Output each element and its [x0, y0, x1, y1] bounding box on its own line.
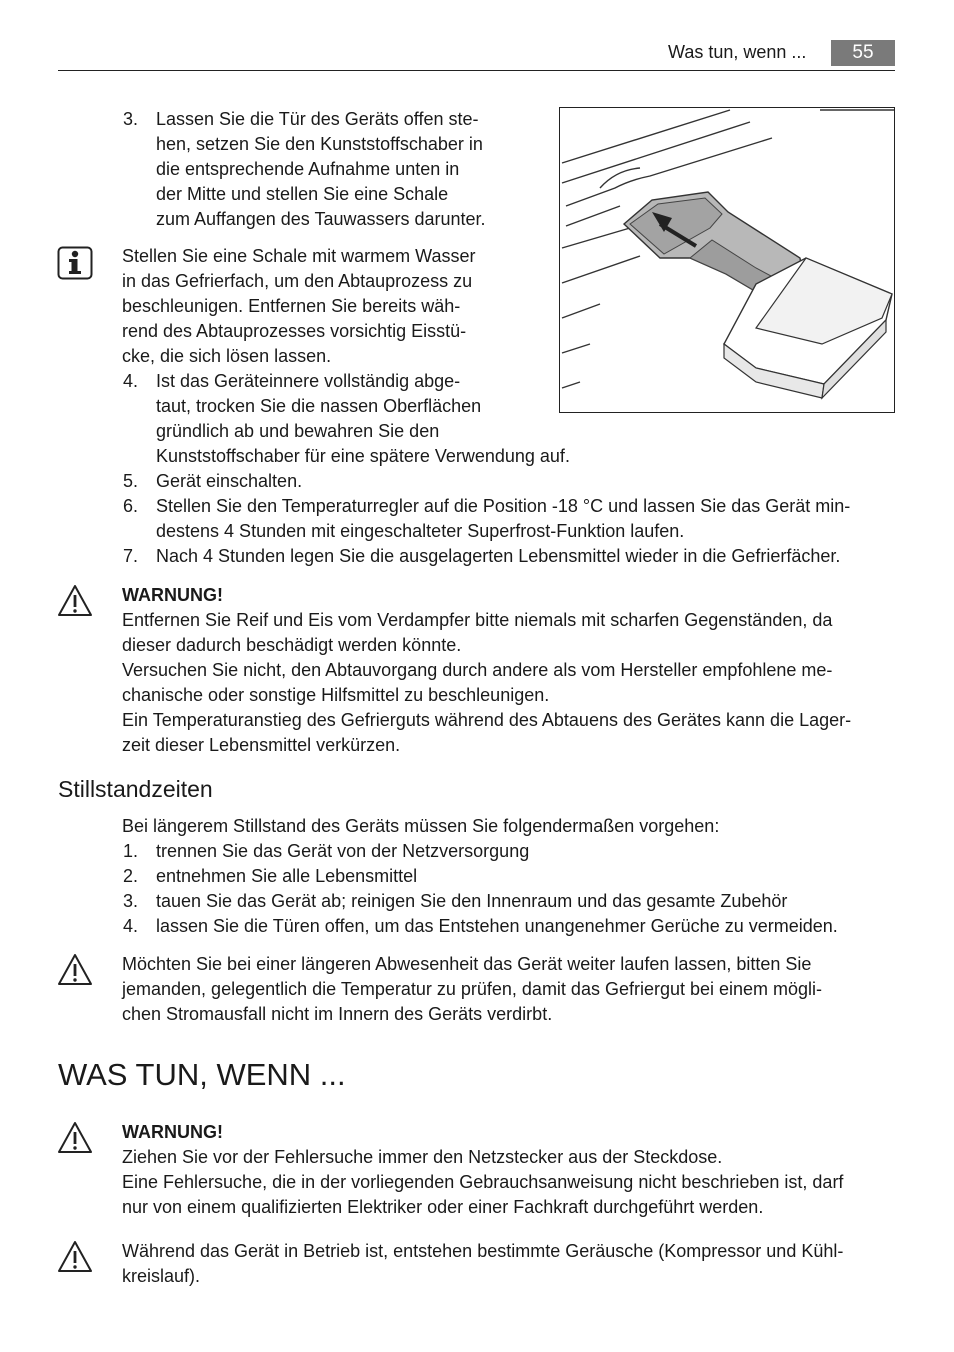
step-text: trennen Sie das Gerät von der Netzversorgung	[156, 841, 530, 861]
warning-block	[122, 1120, 843, 1220]
step-number: 7.	[123, 546, 139, 566]
text-line: nur von einem qualifizierten Elektriker oder einer Fachkraft durchgeführt werden.	[122, 1197, 764, 1217]
text-line: Eine Fehlersuche, die in der vorliegenden Gebrauchsanweisung nicht beschrieben ist, darf	[122, 1172, 844, 1192]
step-text	[156, 107, 486, 232]
step-text	[156, 369, 570, 469]
step-text: entnehmen Sie alle Lebensmittel	[156, 866, 418, 886]
step-number: 1.	[123, 841, 139, 861]
header-rule	[58, 70, 895, 71]
text-line: Gerät einschalten.	[156, 471, 303, 491]
step-number: 3.	[123, 891, 139, 911]
section-heading: Stillstandzeiten	[58, 776, 213, 802]
warning-triangle-icon	[57, 584, 93, 618]
page-section-title: WAS TUN, WENN ...	[58, 1057, 346, 1092]
text-line: Während das Gerät in Betrieb ist, entstehen bestimmte Geräusche (Kompressor und Kühl-	[122, 1241, 844, 1261]
text-line: in das Gefrierfach, um den Abtauprozess zu	[122, 271, 473, 291]
text-line: zum Auffangen des Tauwassers darunter.	[156, 209, 486, 229]
page-number: 55	[831, 40, 895, 66]
scraper-drawing	[560, 108, 894, 412]
text-line: destens 4 Stunden mit eingeschalteter Superfrost-Funktion laufen.	[156, 521, 685, 541]
warning-triangle-icon	[57, 1121, 93, 1155]
step-text	[156, 544, 840, 569]
step-number: 2.	[123, 866, 139, 886]
info-icon	[57, 246, 93, 280]
warning-triangle-icon	[57, 953, 93, 987]
step-number: 5.	[123, 471, 139, 491]
text-line: Lassen Sie die Tür des Geräts offen ste-	[156, 109, 479, 129]
text-line: Stellen Sie eine Schale mit warmem Wasser	[122, 246, 476, 266]
text-line: zeit dieser Lebensmittel verkürzen.	[122, 735, 401, 755]
text-line: der Mitte und stellen Sie eine Schale	[156, 184, 449, 204]
running-header: Was tun, wenn ...	[668, 42, 807, 62]
text-line: beschleunigen. Entfernen Sie bereits wäh-	[122, 296, 461, 316]
step-number: 3.	[123, 109, 139, 129]
text-line: Ziehen Sie vor der Fehlersuche immer den Netzstecker aus der Steckdose.	[122, 1147, 723, 1167]
text-line: Nach 4 Stunden legen Sie die ausgelagerten Lebensmittel wieder in die Gefrierfächer.	[156, 546, 841, 566]
text-line: taut, trocken Sie die nassen Oberflächen	[156, 396, 482, 416]
step-text: tauen Sie das Gerät ab; reinigen Sie den Innenraum und das gesamte Zubehör	[156, 891, 788, 911]
text-line: Kunststoffschaber für eine spätere Verwendung auf.	[156, 446, 570, 466]
warning-block	[122, 583, 851, 758]
step-number: 4.	[123, 371, 139, 391]
warning-title: WARNUNG!	[122, 585, 223, 605]
text-line: rend des Abtauprozesses vorsichtig Eisstü-	[122, 321, 467, 341]
text-line: Entfernen Sie Reif und Eis vom Verdampfer bitte niemals mit scharfen Gegenständen, da	[122, 610, 833, 630]
warning-triangle-icon	[57, 1240, 93, 1274]
text-line: die entsprechende Aufnahme unten in	[156, 159, 460, 179]
text-line: chen Stromausfall nicht im Innern des Geräts verdirbt.	[122, 1004, 553, 1024]
step-text	[156, 469, 302, 494]
step-text: lassen Sie die Türen offen, um das Entstehen unangenehmer Gerüche zu vermeiden.	[156, 916, 838, 936]
text-line: cke, die sich lösen lassen.	[122, 346, 332, 366]
defrost-scraper-illustration	[559, 107, 895, 413]
text-line: Stellen Sie den Temperaturregler auf die Position -18 °C und lassen Sie das Gerät min-	[156, 496, 851, 516]
text-line: Ein Temperaturanstieg des Gefrierguts während des Abtauens des Gerätes kann die Lager-	[122, 710, 852, 730]
text-line: kreislauf).	[122, 1266, 201, 1286]
text-line: hen, setzen Sie den Kunststoffschaber in	[156, 134, 483, 154]
intro-text: Bei längerem Stillstand des Geräts müssen Sie folgendermaßen vorgehen:	[122, 816, 720, 836]
caution-block	[122, 952, 822, 1027]
text-line: jemanden, gelegentlich die Temperatur zu prüfen, damit das Gefriergut bei einem mögli-	[122, 979, 823, 999]
text-line: Versuchen Sie nicht, den Abtauvorgang durch andere als vom Hersteller empfohlene me-	[122, 660, 833, 680]
step-text	[156, 494, 850, 544]
caution-block	[122, 1239, 843, 1289]
text-line: Möchten Sie bei einer längeren Abwesenheit das Gerät weiter laufen lassen, bitten Sie	[122, 954, 812, 974]
text-line: gründlich ab und bewahren Sie den	[156, 421, 440, 441]
text-line: chanische oder sonstige Hilfsmittel zu beschleunigen.	[122, 685, 550, 705]
text-line: Ist das Geräteinnere vollständig abge-	[156, 371, 461, 391]
step-number: 6.	[123, 496, 139, 516]
step-number: 4.	[123, 916, 139, 936]
text-line: dieser dadurch beschädigt werden könnte.	[122, 635, 462, 655]
warning-title: WARNUNG!	[122, 1122, 223, 1142]
info-note	[122, 244, 475, 369]
